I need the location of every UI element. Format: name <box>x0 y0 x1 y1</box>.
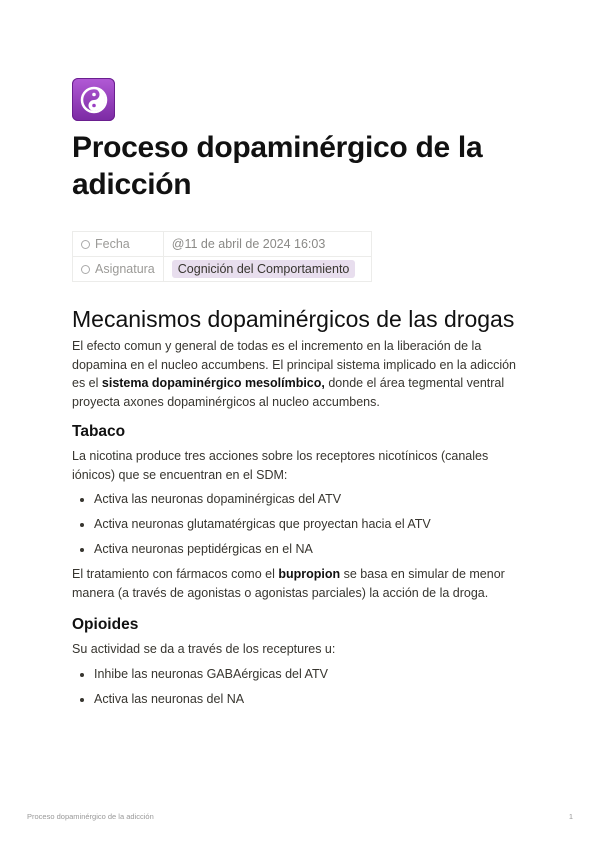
property-name: Asignatura <box>95 262 155 276</box>
property-row-fecha <box>73 232 372 257</box>
properties-table <box>72 231 372 282</box>
page-number: 1 <box>568 812 573 821</box>
opioides-paragraph: Su actividad se da a través de los receptures u: <box>72 642 336 656</box>
page-footer <box>27 812 573 821</box>
property-row-asignatura <box>73 257 372 282</box>
page-content <box>72 78 532 715</box>
opioides-heading: Opioides <box>72 616 139 633</box>
list-item: • Activa las neuronas dopaminérgicas del ATV <box>94 490 532 508</box>
select-icon <box>81 265 90 274</box>
treatment-paragraph: El tratamiento con fármacos como el bupropion se basa en simular de menor manera (a través de agonistas o agonistas parciales) la acción de la droga. <box>72 567 505 600</box>
yin-yang-icon <box>72 78 115 121</box>
list-item: • Activa neuronas glutamatérgicas que proyectan hacia el ATV <box>94 515 532 533</box>
property-value-date[interactable]: @11 de abril de 2024 16:03 <box>163 232 371 257</box>
tabaco-paragraph: La nicotina produce tres acciones sobre los receptores nicotínicos (canales iónicos) que se encuentran en el SDM: <box>72 449 489 482</box>
tabaco-heading: Tabaco <box>72 423 126 440</box>
list-item: • Inhibe las neuronas GABAérgicas del ATV <box>94 665 532 683</box>
list-item: • Activa las neuronas del NA <box>94 690 532 708</box>
list-item: • Activa neuronas peptidérgicas en el NA <box>94 540 532 558</box>
opioides-list <box>72 665 532 708</box>
intro-paragraph: El efecto comun y general de todas es el incremento en la liberación de la dopamina en el nucleo accumbens. El principal sistema implicado en la adicción es el sistema dopaminérgico mesolímbico, donde el área tegmental ventral proyecta axones dopaminérgicos al nucleo accumbens. <box>72 339 516 409</box>
property-name: Fecha <box>95 237 130 251</box>
clock-icon <box>81 240 90 249</box>
footer-title: Proceso dopaminérgico de la adicción <box>27 812 154 821</box>
page-title: Proceso dopaminérgico de la adicción <box>72 131 483 201</box>
subject-tag[interactable]: Cognición del Comportamiento <box>172 260 356 278</box>
tabaco-list <box>72 490 532 558</box>
section-heading: Mecanismos dopaminérgicos de las drogas <box>72 306 515 332</box>
